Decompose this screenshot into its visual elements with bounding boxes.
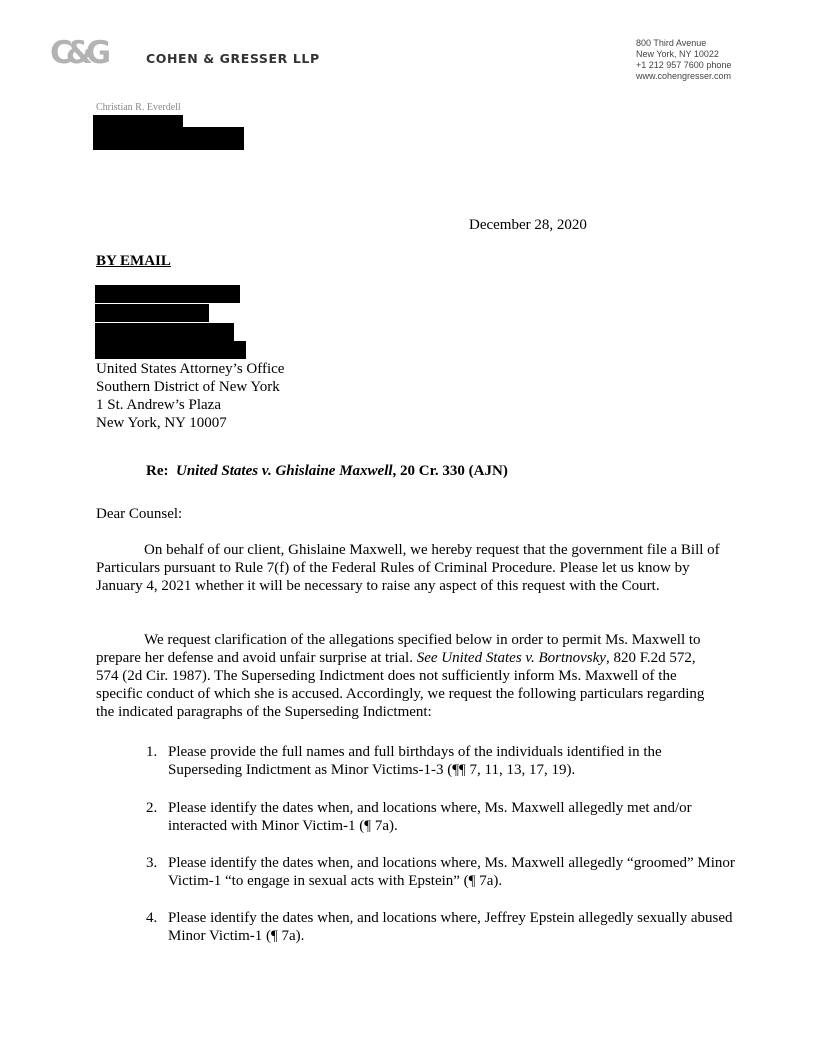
recipient-line: United States Attorney’s Office (96, 361, 285, 377)
paragraph-text-start: We request clarification of the allegations specified below in order to permit Ms. Maxwell to prepare her defense and avoid unfair surprise at trial. (96, 632, 701, 666)
redaction-block (95, 304, 209, 322)
redaction-block (95, 323, 234, 341)
delivery-method: BY EMAIL (96, 253, 171, 269)
case-name: United States v. Ghislaine Maxwell (176, 463, 393, 479)
recipient-line: Southern District of New York (96, 379, 280, 395)
address-line: www.cohengresser.com (636, 71, 732, 81)
firm-address (636, 38, 731, 82)
request-text: Please identify the dates when, and locations where, Ms. Maxwell allegedly met and/or interacted with Minor Victim-1 (¶ 7a). (168, 800, 692, 834)
request-text: Please provide the full names and full birthdays of the individuals identified in the Superseding Indictment as Minor Victims-1-3 (¶¶ 7, 11, 13, 17, 19). (168, 744, 662, 778)
redaction-block (95, 341, 246, 359)
request-number: 2. (146, 800, 158, 816)
firm-logo: C&G (50, 35, 105, 71)
request-number: 1. (146, 744, 158, 760)
paragraph-text: On behalf of our client, Ghislaine Maxwell, we hereby request that the government file a Bill of Particulars pursuant to Rule 7(f) of the Federal Rules of Criminal Procedure. Please let us know by January 4, 2021 whether it will be necessary to raise any aspect of this request with the Court. (96, 542, 720, 594)
sender-name: Christian R. Everdell (96, 102, 181, 113)
request-item (146, 909, 736, 945)
request-item (146, 854, 736, 890)
case-citation: See United States v. Bortnovsky (416, 650, 606, 666)
redaction-block (93, 127, 244, 150)
request-number: 3. (146, 855, 158, 871)
re-line (146, 462, 508, 480)
firm-name: COHEN & GRESSER LLP (146, 51, 320, 66)
re-label: Re: (146, 463, 169, 479)
salutation: Dear Counsel: (96, 506, 183, 522)
address-line: +1 212 957 7600 phone (636, 60, 732, 70)
paragraph-clarification (96, 631, 721, 721)
recipient-line: 1 St. Andrew’s Plaza (96, 397, 221, 413)
request-number: 4. (146, 910, 158, 926)
paragraph-text-end: , 820 F.2d 572, 574 (2d Cir. 1987). The Superseding Indictment does not sufficiently inform Ms. Maxwell of the specific conduct of which she is accused. Accordingly, we request the following particulars regarding the indicated paragraphs of the Superseding Indictment: (96, 650, 705, 720)
recipient-address (96, 360, 284, 432)
request-item (146, 743, 736, 779)
letter-date: December 28, 2020 (469, 217, 587, 233)
request-text: Please identify the dates when, and locations where, Jeffrey Epstein allegedly sexually abused Minor Victim-1 (¶ 7a). (168, 910, 733, 944)
paragraph-text (96, 631, 721, 721)
case-number: , 20 Cr. 330 (AJN) (392, 463, 508, 479)
address-line: New York, NY 10022 (636, 49, 719, 59)
recipient-line: New York, NY 10007 (96, 415, 227, 431)
redaction-block (95, 285, 240, 303)
request-item (146, 799, 736, 835)
paragraph-request (96, 541, 721, 595)
request-text: Please identify the dates when, and locations where, Ms. Maxwell allegedly “groomed” Minor Victim-1 “to engage in sexual acts with Epstein” (¶ 7a). (168, 855, 735, 889)
address-line: 800 Third Avenue (636, 38, 707, 48)
